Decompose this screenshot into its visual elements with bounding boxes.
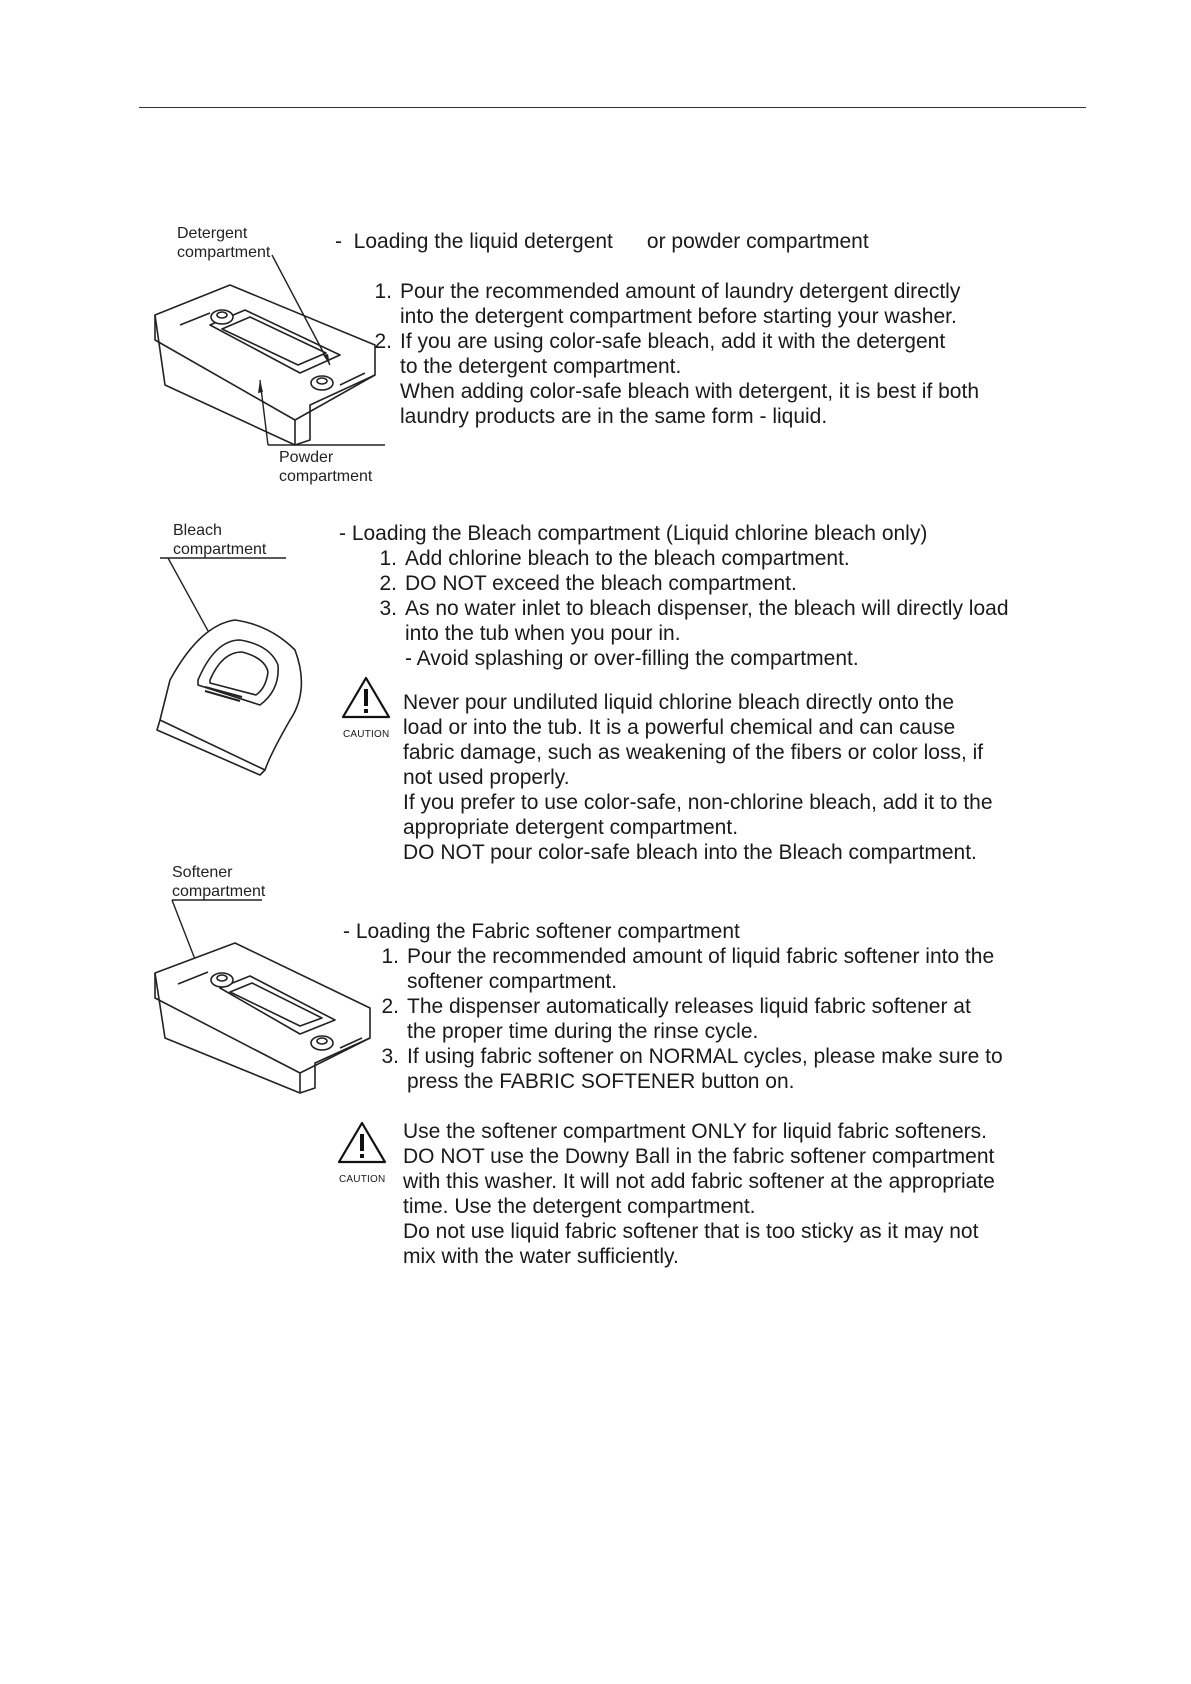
bleach-caution-text: Never pour undiluted liquid chlorine bleach directly onto the load or into the tub. It is a powerful chemical and can cause fabric damage, such as weakening of the fibers or color loss, if not used properly. If you prefer to use color-safe, non-chlorine bleach, add it to the appropriate detergent compartment. DO NOT pour color-safe bleach into the Bleach compartment. [403, 691, 993, 864]
list-item: 2. The dispenser automatically releases liquid fabric softener at the proper time during the rinse cycle. [381, 995, 971, 1043]
bleach-heading: - Loading the Bleach compartment (Liquid chlorine bleach only) [339, 522, 928, 545]
softener-compartment-label: Softener compartment [172, 864, 266, 900]
list-item: 1. Add chlorine bleach to the bleach compartment. [379, 547, 850, 570]
caution-label: CAUTION [339, 1174, 386, 1185]
list-item: 1. Pour the recommended amount of laundry detergent directly into the detergent compartment before starting your washer. [374, 280, 961, 328]
softener-heading: - Loading the Fabric softener compartment [343, 920, 740, 943]
softener-list [381, 944, 1003, 1094]
caution-warning-icon [340, 675, 392, 723]
bleach-list [379, 546, 1009, 671]
caution-label: CAUTION [343, 729, 390, 740]
detergent-compartment-label: Detergent compartment [177, 225, 271, 261]
detergent-drawer-illustration [150, 255, 400, 465]
powder-compartment-label: Powder compartment [279, 449, 373, 485]
list-item: 1. Pour the recommended amount of liquid fabric softener into the softener compartment. [381, 945, 995, 993]
caution-warning-icon [336, 1120, 388, 1168]
list-item: 2. DO NOT exceed the bleach compartment. [379, 572, 797, 595]
list-item: 2. If you are using color-safe bleach, add it with the detergent to the detergent compartment. When adding color-safe bleach with detergent, it is best if both laundry products are in the same form - liquid. [374, 330, 979, 428]
header-rule [139, 107, 1086, 108]
softener-caution-text: Use the softener compartment ONLY for liquid fabric softeners. DO NOT use the Downy Ball in the fabric softener compartment with this washer. It will not add fabric softener at the appropriate time. Use the detergent compartment. Do not use liquid fabric softener that is too sticky as it may not mix with the water sufficiently. [403, 1120, 995, 1268]
detergent-heading: - Loading the liquid detergent or powder compartment [335, 230, 869, 253]
list-item: 3. If using fabric softener on NORMAL cycles, please make sure to press the FABRIC SOFTENER button on. [381, 1045, 1003, 1093]
bleach-compartment-label: Bleach compartment [173, 522, 267, 558]
bleach-dispenser-illustration [160, 555, 320, 775]
list-item: 3. As no water inlet to bleach dispenser, the bleach will directly load into the tub when you pour in. - Avoid splashing or over-filling the compartment. [379, 597, 1009, 670]
detergent-list [374, 279, 979, 429]
